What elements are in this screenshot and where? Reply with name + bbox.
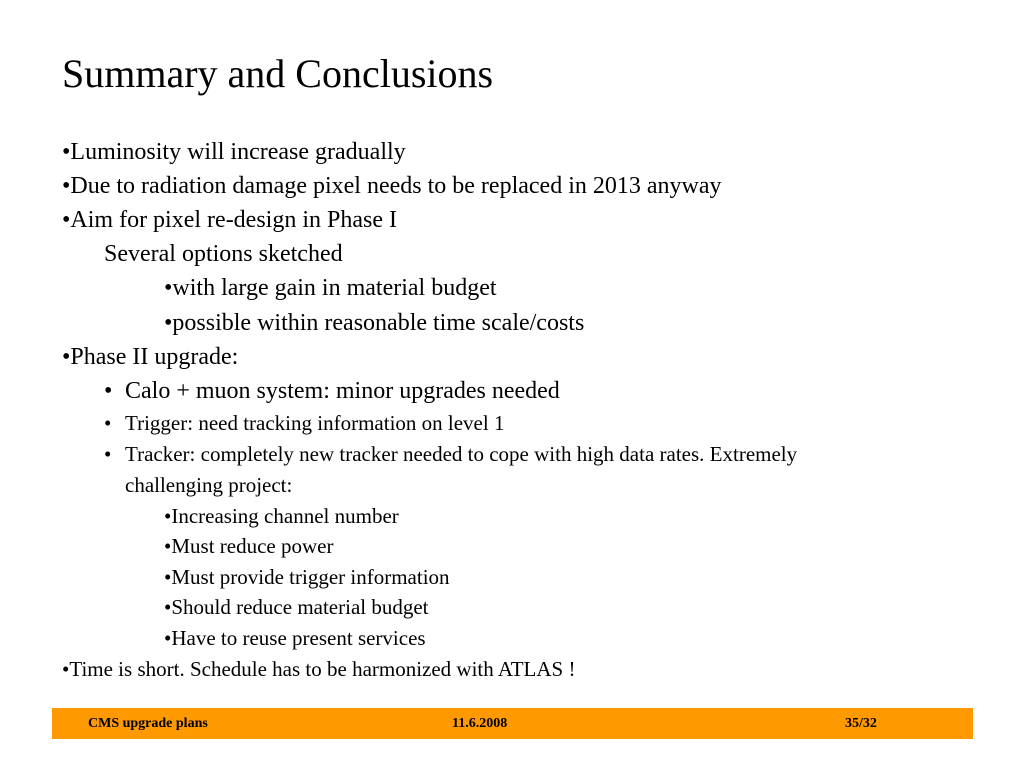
bullet-radiation-damage: •Due to radiation damage pixel needs to be replaced in 2013 anyway [62,173,722,199]
bullet-luminosity: •Luminosity will increase gradually [62,139,406,165]
bullet-time-short: •Time is short. Schedule has to be harmonized with ATLAS ! [62,657,576,681]
footer-page-number: 35/32 [845,716,877,731]
tracker-item-material-budget: •Should reduce material budget [164,595,429,619]
tracker-item-reduce-power: •Must reduce power [164,534,334,558]
sub-bullet-tracker-continued: challenging project: [125,473,293,497]
sub-bullet-trigger: Trigger: need tracking information on level 1 [125,411,505,435]
sub-bullet-tracker: Tracker: completely new tracker needed to cope with high data rates. Extremely [125,442,798,466]
bullet-mark: • [104,378,113,404]
tracker-item-trigger-information: •Must provide trigger information [164,565,450,589]
bullet-mark: • [104,411,112,435]
tracker-item-channel-number: •Increasing channel number [164,504,399,528]
sub-bullet-time-scale: •possible within reasonable time scale/costs [164,310,585,336]
sub-bullet-material-budget: •with large gain in material budget [164,275,497,301]
footer-bar [52,708,973,739]
sub-bullet-calo-muon: Calo + muon system: minor upgrades needed [125,378,560,404]
bullet-mark: • [104,442,112,466]
tracker-item-present-services: •Have to reuse present services [164,626,426,650]
footer-date: 11.6.2008 [452,716,508,731]
footer-title: CMS upgrade plans [88,716,208,731]
bullet-pixel-redesign: •Aim for pixel re-design in Phase I [62,207,397,233]
slide-title: Summary and Conclusions [62,51,494,96]
sub-heading-options: Several options sketched [104,241,343,267]
bullet-phase-two: •Phase II upgrade: [62,344,239,370]
